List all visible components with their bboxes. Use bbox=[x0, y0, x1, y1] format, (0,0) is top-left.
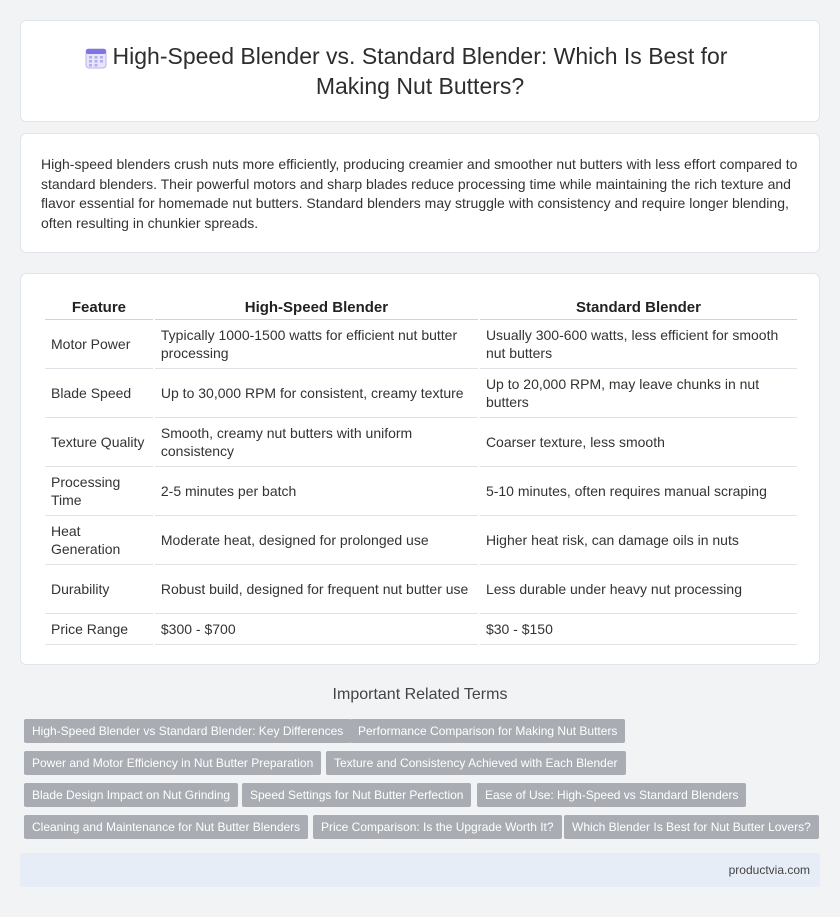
related-tag[interactable]: Texture and Consistency Achieved with Each Blender bbox=[326, 751, 626, 775]
cell-feature: Processing Time bbox=[45, 467, 153, 516]
cell-feature: Heat Generation bbox=[45, 516, 153, 565]
cell-feature: Motor Power bbox=[45, 320, 153, 369]
cell-high-speed: $300 - $700 bbox=[155, 614, 478, 645]
cell-standard: Less durable under heavy nut processing bbox=[480, 565, 797, 614]
cell-high-speed: Robust build, designed for frequent nut butter use bbox=[155, 565, 478, 614]
related-terms-heading: Important Related Terms bbox=[332, 686, 508, 703]
related-tag[interactable]: Blade Design Impact on Nut Grinding bbox=[24, 783, 238, 807]
cell-high-speed: 2-5 minutes per batch bbox=[155, 467, 478, 516]
title-card bbox=[20, 20, 820, 122]
cell-standard: Higher heat risk, can damage oils in nuts bbox=[480, 516, 797, 565]
table-row bbox=[45, 565, 797, 614]
related-tag[interactable]: Which Blender Is Best for Nut Butter Lovers? bbox=[564, 815, 819, 839]
related-tag[interactable]: Speed Settings for Nut Butter Perfection bbox=[242, 783, 471, 807]
cell-standard: Usually 300-600 watts, less efficient for smooth nut butters bbox=[480, 320, 797, 369]
table-row bbox=[45, 320, 797, 369]
related-tag[interactable]: Cleaning and Maintenance for Nut Butter Blenders bbox=[24, 815, 308, 839]
cell-standard: $30 - $150 bbox=[480, 614, 797, 645]
cell-high-speed: Up to 30,000 RPM for consistent, creamy texture bbox=[155, 369, 478, 418]
comparison-table bbox=[43, 296, 799, 645]
title-wrap bbox=[21, 21, 819, 121]
related-tag[interactable]: High-Speed Blender vs Standard Blender: Key Differences bbox=[24, 719, 351, 743]
cell-standard: Up to 20,000 RPM, may leave chunks in nut butters bbox=[480, 369, 797, 418]
cell-feature: Price Range bbox=[45, 614, 153, 645]
related-tag[interactable]: Performance Comparison for Making Nut Butters bbox=[350, 719, 625, 743]
cell-high-speed: Moderate heat, designed for prolonged use bbox=[155, 516, 478, 565]
footer bbox=[20, 853, 820, 887]
cell-high-speed: Typically 1000-1500 watts for efficient nut butter processing bbox=[155, 320, 478, 369]
header-high-speed: High-Speed Blender bbox=[155, 296, 478, 320]
footer-site[interactable]: productvia.com bbox=[728, 863, 810, 877]
comparison-card bbox=[20, 273, 820, 665]
intro-paragraph: High-speed blenders crush nuts more efficiently, producing creamier and smoother nut butters with less effort compared to standard blenders. Their powerful motors and sharp blades reduce processing time while maintaining the rich texture and flavor essential for homemade nut butters. Standard blenders may struggle with consistency and require longer blending, often resulting in chunkier spreads. bbox=[41, 156, 798, 231]
table-row bbox=[45, 369, 797, 418]
related-tag[interactable]: Power and Motor Efficiency in Nut Butter Preparation bbox=[24, 751, 321, 775]
header-feature: Feature bbox=[45, 296, 153, 320]
related-tag[interactable]: Price Comparison: Is the Upgrade Worth It? bbox=[313, 815, 562, 839]
related-tag[interactable]: Ease of Use: High-Speed vs Standard Blenders bbox=[477, 783, 746, 807]
table-row bbox=[45, 516, 797, 565]
table-row bbox=[45, 614, 797, 645]
cell-high-speed: Smooth, creamy nut butters with uniform consistency bbox=[155, 418, 478, 467]
page-title: High-Speed Blender vs. Standard Blender: Which Is Best for Making Nut Butters? bbox=[112, 43, 728, 99]
table-row bbox=[45, 418, 797, 467]
header-standard: Standard Blender bbox=[480, 296, 797, 320]
cell-feature: Durability bbox=[45, 565, 153, 614]
cell-standard: Coarser texture, less smooth bbox=[480, 418, 797, 467]
cell-standard: 5-10 minutes, often requires manual scraping bbox=[480, 467, 797, 516]
intro-card bbox=[20, 133, 820, 253]
cell-feature: Texture Quality bbox=[45, 418, 153, 467]
table-row bbox=[45, 467, 797, 516]
table-header-row bbox=[45, 296, 797, 320]
cell-feature: Blade Speed bbox=[45, 369, 153, 418]
